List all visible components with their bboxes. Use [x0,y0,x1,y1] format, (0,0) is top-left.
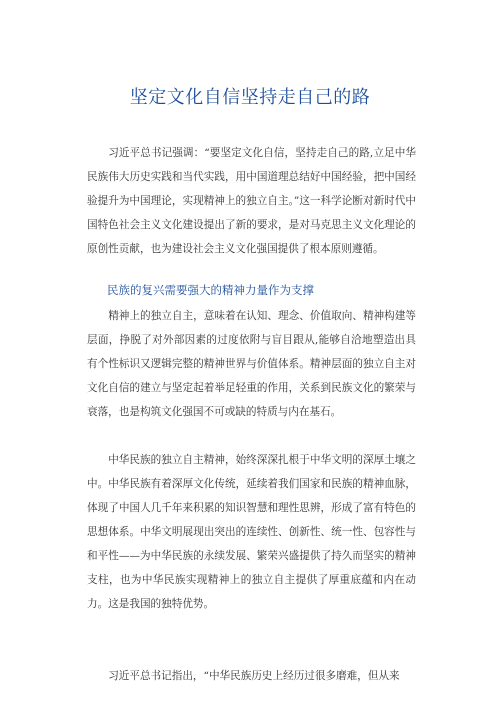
paragraph-intro: 习近平总书记强调：“要坚定文化自信，坚持走自己的路,立足中华民族伟大历史实践和当代实践，用中国道理总结好中国经验，把中国经验提升为中国理论，实现精神上的独立自主。”这一科学论断对新时代中国特色社会主义文化建设提出了新的要求，是对马克思主义文化理论的原创性贡献，也为建设社会主义文化强国提供了根本原则遵循。 [87,147,416,255]
section-heading: 民族的复兴需要强大的精神力量作为支撑 [107,283,314,297]
paragraph-quote-continued: 习近平总书记指出，“中华民族历史上经历过很多磨难，但从来 [108,670,400,682]
paragraph-chinese-civilization: 中华民族的独立自主精神，始终深深扎根于中华文明的深厚土壤之中。中华民族有着深厚文化传统，延续着我们国家和民族的精神血脉，体现了中国人几千年来积累的知识智慧和理性思辨，形成了富有特色的思想体系。中华文明展现出突出的连续性、创新性、统一性、包容性与和平性——为中华民族的永续发展、繁荣兴盛提供了持久而坚实的精神支柱，也为中华民族实现精神上的独立自主提供了厚重底蕴和内在动力。这是我国的独特优势。 [87,454,416,610]
paragraph-independence: 精神上的独立自主，意味着在认知、理念、价值取向、精神构建等层面，挣脱了对外部因素的过度依附与盲目跟从,能够自洽地塑造出具有个性标识又逻辑完整的精神世界与价值体系。精神层面的独立自主对文化自信的建立与坚定起着举足轻重的作用，关系到民族文化的繁荣与衰落，也是构筑文化强国不可或缺的特质与内在基石。 [87,310,416,418]
page-title: 坚定文化自信坚持走自己的路 [129,87,371,108]
